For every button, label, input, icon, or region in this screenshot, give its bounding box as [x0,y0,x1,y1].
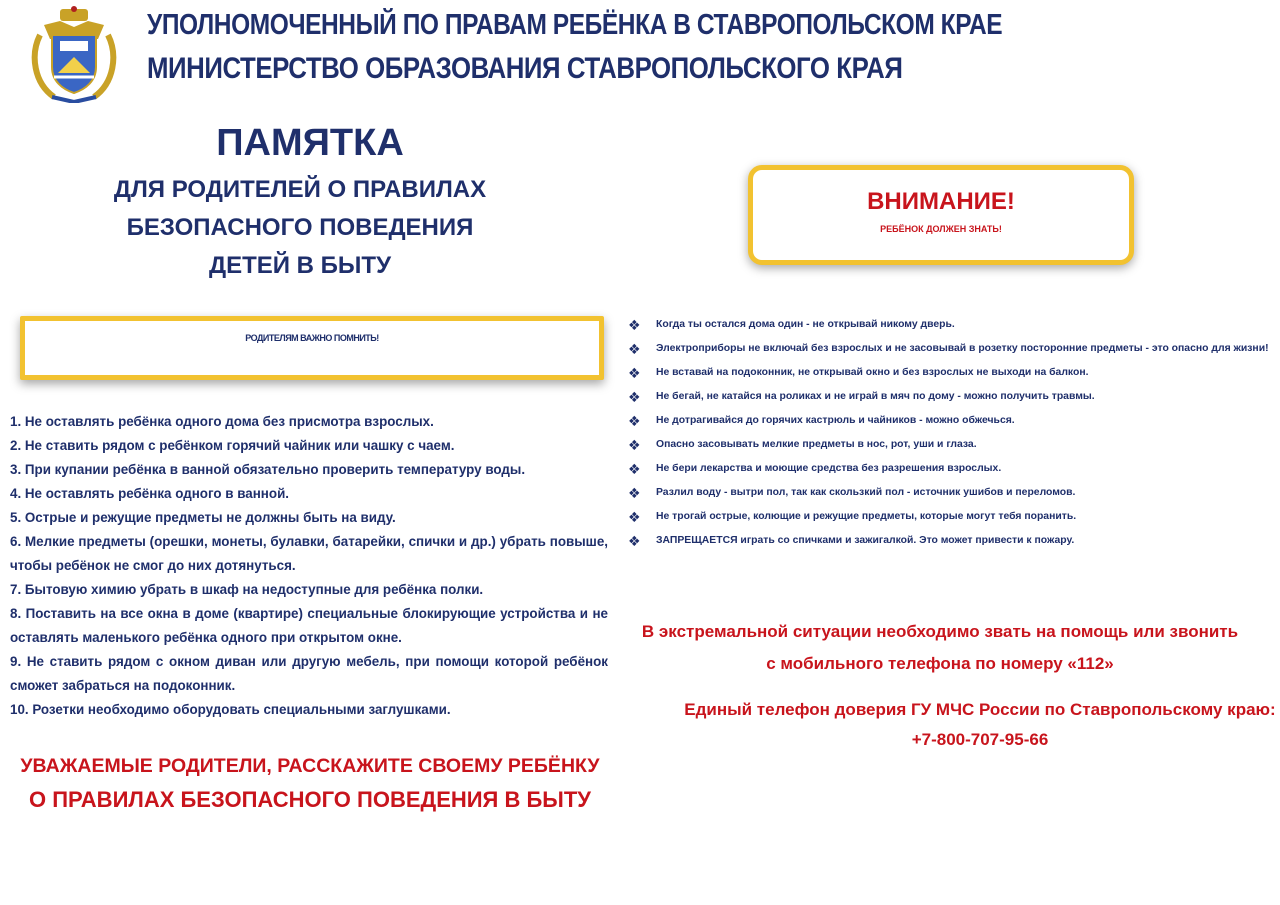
diamond-bullet-icon: ❖ [628,461,641,477]
list-item: 3. При купании ребёнка в ванной обязательно проверить температуру воды. [10,462,526,477]
emergency-text: с мобильного телефона по номеру «112» [766,654,1114,673]
list-item: 8. Поставить на все окна в доме (квартире) специальные блокирующие устройства и не оставлять маленького ребёнка одного при открытом окне. [10,606,608,645]
memo-title: ПАМЯТКА [216,122,404,164]
diamond-bullet-icon: ❖ [628,413,641,429]
list-item: 9. Не ставить рядом с окном диван или другую мебель, при помощи которой ребёнок сможет забраться на подоконник. [10,654,608,693]
list-item-text: Разлил воду - вытри пол, так как скользкий пол - источник ушибов и переломов. [656,487,1076,498]
diamond-bullet-icon: ❖ [628,389,641,405]
parents-rules-list [10,410,608,722]
list-item [628,505,1274,529]
hotline-number: +7-800-707-95-66 [911,730,1049,749]
hotline-label: Единый телефон доверия ГУ МЧС России по Ставропольскому краю: [684,700,1276,719]
parents-appeal: УВАЖАЕМЫЕ РОДИТЕЛИ, РАССКАЖИТЕ СВОЕМУ РЕБЁНКУ [20,755,600,777]
list-item: 1. Не оставлять ребёнка одного дома без присмотра взрослых. [10,414,434,429]
diamond-bullet-icon: ❖ [628,317,641,333]
attention-title: ВНИМАНИЕ! [867,188,1015,215]
list-item [628,409,1274,433]
coat-of-arms-shield [52,35,96,93]
diamond-bullet-icon: ❖ [628,509,641,525]
org-name-ombudsman: УПОЛНОМОЧЕННЫЙ ПО ПРАВАМ РЕБЁНКА В СТАВРОПОЛЬСКОМ КРАЕ [147,9,1003,41]
list-item-text: ЗАПРЕЩАЕТСЯ играть со спичками и зажигалкой. Это может привести к пожару. [656,535,1075,546]
list-item [628,457,1274,481]
list-item-text: Не дотрагивайся до горячих кастрюль и чайников - можно обжечься. [656,415,1015,426]
list-item [628,337,1274,361]
memo-subtitle-line: БЕЗОПАСНОГО ПОВЕДЕНИЯ [126,214,474,241]
diamond-bullet-icon: ❖ [628,485,641,501]
attention-box [748,165,1134,265]
attention-subtitle: РЕБЁНОК ДОЛЖЕН ЗНАТЬ! [880,224,1002,234]
list-item: 7. Бытовую химию убрать в шкаф на недоступные для ребёнка полки. [10,582,484,597]
diamond-bullet-icon: ❖ [628,341,641,357]
list-item-text: Опасно засовывать мелкие предметы в нос, рот, уши и глаза. [656,439,977,450]
list-item [628,385,1274,409]
coat-of-arms-icon [30,5,118,103]
list-item: 2. Не ставить рядом с ребёнком горячий чайник или чашку с чаем. [10,438,455,453]
list-item-text: Не вставай на подоконник, не открывай окно и без взрослых не выходи на балкон. [656,367,1089,378]
list-item [628,361,1274,385]
list-item: 6. Мелкие предметы (орешки, монеты, булавки, батарейки, спички и др.) убрать повыше, чтобы ребёнок не смог до них дотянуться. [10,534,608,573]
diamond-bullet-icon: ❖ [628,533,641,549]
list-item-text: Электроприборы не включай без взрослых и не засовывай в розетку посторонние предметы - это опасно для жизни! [656,343,1269,354]
memo-subtitle-line: ДЛЯ РОДИТЕЛЕЙ О ПРАВИЛАХ [113,176,487,203]
list-item: 4. Не оставлять ребёнка одного в ванной. [10,486,290,501]
coat-of-arms-crown [60,6,88,21]
list-item-text: Когда ты остался дома один - не открывай никому дверь. [656,319,955,330]
diamond-bullet-icon: ❖ [628,437,641,453]
list-item: 5. Острые и режущие предметы не должны быть на виду. [10,510,396,525]
memo-subtitle-line: ДЕТЕЙ В БЫТУ [208,252,392,279]
parents-heading-box [20,316,604,380]
list-item [628,433,1274,457]
list-item [628,481,1274,505]
list-item-text: Не трогай острые, колющие и режущие предметы, которые могут тебя поранить. [656,511,1077,522]
list-item-text: Не бери лекарства и моющие средства без разрешения взрослых. [656,463,1002,474]
org-name-ministry: МИНИСТЕРСТВО ОБРАЗОВАНИЯ СТАВРОПОЛЬСКОГО КРАЯ [147,52,903,85]
list-item [628,529,1274,553]
diamond-bullet-icon: ❖ [628,365,641,381]
emergency-text: В экстремальной ситуации необходимо звать на помощь или звонить [641,622,1239,641]
parents-appeal: О ПРАВИЛАХ БЕЗОПАСНОГО ПОВЕДЕНИЯ В БЫТУ [29,787,591,812]
parents-heading: РОДИТЕЛЯМ ВАЖНО ПОМНИТЬ! [245,333,379,343]
list-item [628,313,1274,337]
list-item-text: Не бегай, не катайся на роликах и не играй в мяч по дому - можно получить травмы. [656,391,1095,402]
child-rules-list [628,313,1274,553]
list-item: 10. Розетки необходимо оборудовать специальными заглушками. [10,702,451,717]
